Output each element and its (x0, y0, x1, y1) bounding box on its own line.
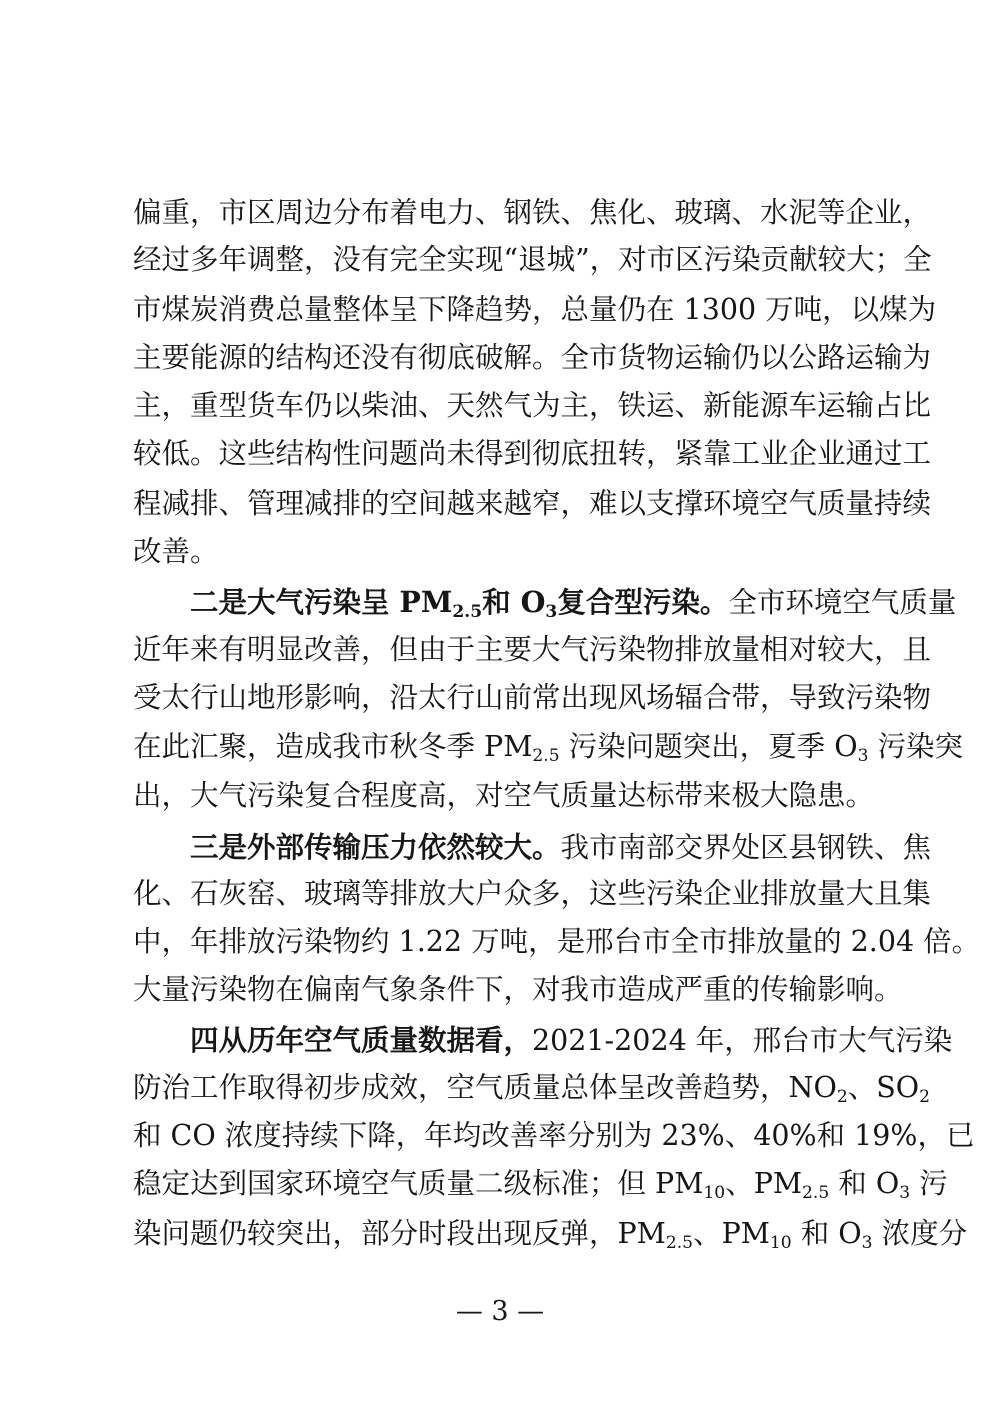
body-text-line: 近年来有明显改善，但由于主要大气污染物排放量相对较大，且 (133, 633, 932, 666)
body-text-line: 主要能源的结构还没有彻底破解。全市货物运输仍以公路运输为 (133, 341, 932, 374)
paragraph-2-heading: 二是大气污染呈 $PM_{2.5}$和 $O_3$复合型污染。 (190, 585, 729, 622)
body-text-line: 主，重型货车仍以柴油、天然气为主，铁运、新能源车运输占比 (133, 389, 932, 422)
paragraph-3-heading: 三是外部传输压力依然较大。 (190, 830, 561, 864)
body-text-line: 在此汇聚，造成我市秋冬季 $PM_{2.5}$ 污染问题突出，夏季 $O_3$ 污染突 (133, 730, 964, 766)
body-text-line: 受太行山地形影响，沿太行山前常出现风场辐合带，导致污染物 (133, 681, 932, 714)
body-text-line: 化、石灰窑、玻璃等排放大户众多，这些污染企业排放量大且集 (133, 877, 932, 910)
body-text-line: 出，大气污染复合程度高，对空气质量达标带来极大隐患。 (133, 779, 875, 812)
paragraph-4-first-line: 四从历年空气质量数据看，2021-2024 年，邢台市大气污染 (190, 1023, 953, 1057)
paragraph-3-first-line: 三是外部传输压力依然较大。我市南部交界处区县钢铁、焦 (190, 830, 932, 864)
body-text-line: 中，年排放污染物约 1.22 万吨，是邢台市全市排放量的 2.04 倍。 (133, 925, 981, 958)
body-text-line: 染问题仍较突出，部分时段出现反弹，$PM_{2.5}$、$PM_{10}$ 和 $O_3$ 浓度分 (133, 1217, 968, 1253)
body-text-line: 经过多年调整，没有完全实现“退城”，对市区污染贡献较大；全 (133, 243, 932, 276)
body-text-line: 较低。这些结构性问题尚未得到彻底扭转，紧靠工业企业通过工 (133, 437, 932, 470)
page-number: — 3 — (455, 1296, 545, 1327)
body-text-line: 偏重，市区周边分布着电力、钢铁、焦化、玻璃、水泥等企业， (133, 196, 932, 229)
paragraph-4-heading: 四从历年空气质量数据看， (190, 1023, 533, 1057)
body-text-line: 大量污染物在偏南气象条件下，对我市造成严重的传输影响。 (133, 973, 903, 1006)
body-text-line: 市煤炭消费总量整体呈下降趋势，总量仍在 1300 万吨，以煤为 (133, 293, 937, 326)
body-text-line: 改善。 (133, 535, 219, 568)
body-text-line: 稳定达到国家环境空气质量二级标准；但 $PM_{10}$、$PM_{2.5}$ 和 $O_3$ 污 (133, 1167, 948, 1203)
body-text-line: 防治工作取得初步成效，空气质量总体呈改善趋势，$NO_2$、$SO_2$ (133, 1071, 930, 1107)
paragraph-2-first-line: 二是大气污染呈 $PM_{2.5}$和 $O_3$复合型污染。全市环境空气质量 (190, 585, 957, 622)
body-text-line: 程减排、管理减排的空间越来越窄，难以支撑环境空气质量持续 (133, 487, 932, 520)
body-text-line: 和 CO 浓度持续下降，年均改善率分别为 23%、40%和 19%，已 (133, 1119, 975, 1152)
